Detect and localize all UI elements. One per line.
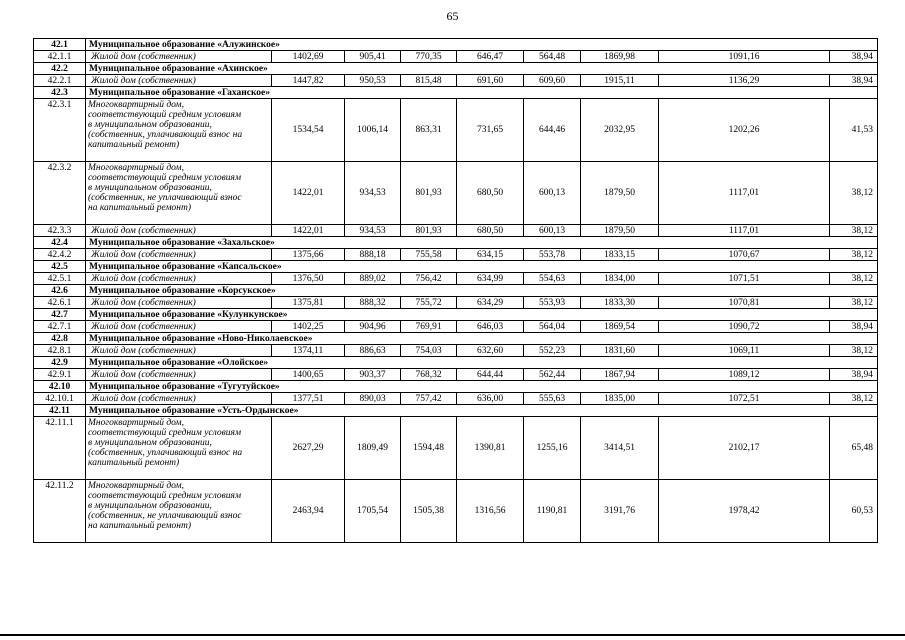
value-cell: 1202,26: [659, 99, 830, 162]
value-cell: 1705,54: [345, 480, 401, 543]
value-cell: 1070,67: [659, 249, 830, 261]
table-row: [34, 99, 878, 162]
row-description: [86, 99, 272, 162]
value-cell: 1833,15: [581, 249, 659, 261]
value-cell: 1809,49: [345, 417, 401, 480]
value-cell: 1316,56: [457, 480, 524, 543]
value-cell: 1069,11: [659, 345, 830, 357]
value-cell: 600,13: [524, 162, 581, 225]
section-code: 42.6: [34, 285, 86, 297]
value-cell: 1834,00: [581, 273, 659, 285]
table-row: [34, 75, 878, 87]
value-cell: 904,96: [345, 321, 401, 333]
row-code: 42.9.1: [34, 369, 86, 381]
value-cell: 1070,81: [659, 297, 830, 309]
description-line: в муниципальном образовании,: [88, 183, 212, 193]
value-cell: 38,12: [830, 393, 878, 405]
section-code: 42.8: [34, 333, 86, 345]
value-cell: 632,60: [457, 345, 524, 357]
section-title: Муниципальное образование «Усть-Ордынское»: [86, 405, 878, 417]
value-cell: 1879,50: [581, 225, 659, 237]
value-cell: 1071,51: [659, 273, 830, 285]
value-cell: 1402,69: [272, 51, 345, 63]
row-description: Жилой дом (собственник): [86, 75, 272, 87]
table-body: [34, 39, 878, 543]
description-line: соответствующий средним условиям: [88, 173, 242, 183]
value-cell: 644,46: [524, 99, 581, 162]
section-title: Муниципальное образование «Капсальское»: [86, 261, 878, 273]
section-row: [34, 381, 878, 393]
value-cell: 2102,17: [659, 417, 830, 480]
section-row: [34, 357, 878, 369]
value-cell: 815,48: [401, 75, 457, 87]
row-description: Жилой дом (собственник): [86, 345, 272, 357]
row-code: 42.3.3: [34, 225, 86, 237]
value-cell: 553,78: [524, 249, 581, 261]
value-cell: 554,63: [524, 273, 581, 285]
row-code: 42.5.1: [34, 273, 86, 285]
value-cell: 1117,01: [659, 162, 830, 225]
row-description: Жилой дом (собственник): [86, 297, 272, 309]
value-cell: 1505,38: [401, 480, 457, 543]
section-title: Муниципальное образование «Алужинское»: [86, 39, 878, 51]
row-code: 42.8.1: [34, 345, 86, 357]
description-line: капитальный ремонт): [88, 458, 180, 468]
value-cell: 890,03: [345, 393, 401, 405]
value-cell: 3414,51: [581, 417, 659, 480]
section-code: 42.2: [34, 63, 86, 75]
section-row: [34, 405, 878, 417]
value-cell: 756,42: [401, 273, 457, 285]
value-cell: 38,12: [830, 345, 878, 357]
value-cell: 768,32: [401, 369, 457, 381]
value-cell: 680,50: [457, 162, 524, 225]
section-title: Муниципальное образование «Ново-Николаевское»: [86, 333, 878, 345]
value-cell: 1190,81: [524, 480, 581, 543]
section-row: [34, 39, 878, 51]
section-code: 42.9: [34, 357, 86, 369]
value-cell: 770,35: [401, 51, 457, 63]
value-cell: 646,47: [457, 51, 524, 63]
value-cell: 564,48: [524, 51, 581, 63]
page-number: 65: [446, 9, 459, 23]
value-cell: 1377,51: [272, 393, 345, 405]
row-code: 42.1.1: [34, 51, 86, 63]
value-cell: 1869,54: [581, 321, 659, 333]
value-cell: 1978,42: [659, 480, 830, 543]
value-cell: 552,23: [524, 345, 581, 357]
description-line: (собственник, не уплачивающий взнос: [88, 511, 242, 521]
value-cell: 888,32: [345, 297, 401, 309]
description-line: Многоквартирный дом,: [88, 481, 184, 491]
value-cell: 38,94: [830, 369, 878, 381]
row-code: 42.11.1: [34, 417, 86, 480]
value-cell: 41,53: [830, 99, 878, 162]
section-row: [34, 237, 878, 249]
row-description: Жилой дом (собственник): [86, 51, 272, 63]
value-cell: 888,18: [345, 249, 401, 261]
row-code: 42.4.2: [34, 249, 86, 261]
value-cell: 769,91: [401, 321, 457, 333]
value-cell: 3191,76: [581, 480, 659, 543]
value-cell: 1390,81: [457, 417, 524, 480]
value-cell: 1402,25: [272, 321, 345, 333]
value-cell: 2463,94: [272, 480, 345, 543]
row-description: Жилой дом (собственник): [86, 273, 272, 285]
value-cell: 757,42: [401, 393, 457, 405]
value-cell: 562,44: [524, 369, 581, 381]
value-cell: 886,63: [345, 345, 401, 357]
value-cell: 38,12: [830, 225, 878, 237]
value-cell: 1090,72: [659, 321, 830, 333]
value-cell: 634,29: [457, 297, 524, 309]
value-cell: 934,53: [345, 225, 401, 237]
table-row: [34, 249, 878, 261]
value-cell: 646,03: [457, 321, 524, 333]
value-cell: 950,53: [345, 75, 401, 87]
value-cell: 1422,01: [272, 162, 345, 225]
table-row: [34, 51, 878, 63]
value-cell: 644,44: [457, 369, 524, 381]
value-cell: 1255,16: [524, 417, 581, 480]
description-line: Многоквартирный дом,: [88, 418, 184, 428]
description-line: соответствующий средним условиям: [88, 428, 242, 438]
value-cell: 1089,12: [659, 369, 830, 381]
row-code: 42.3.1: [34, 99, 86, 162]
value-cell: 1117,01: [659, 225, 830, 237]
value-cell: 691,60: [457, 75, 524, 87]
row-code: 42.6.1: [34, 297, 86, 309]
value-cell: 1594,48: [401, 417, 457, 480]
value-cell: 636,00: [457, 393, 524, 405]
section-title: Муниципальное образование «Олойское»: [86, 357, 878, 369]
value-cell: 634,15: [457, 249, 524, 261]
description-line: в муниципальном образовании,: [88, 501, 212, 511]
value-cell: 905,41: [345, 51, 401, 63]
row-code: 42.10.1: [34, 393, 86, 405]
description-line: Многоквартирный дом,: [88, 163, 184, 173]
row-code: 42.7.1: [34, 321, 86, 333]
section-title: Муниципальное образование «Корсукское»: [86, 285, 878, 297]
value-cell: 1375,81: [272, 297, 345, 309]
section-title: Муниципальное образование «Кулункунское»: [86, 309, 878, 321]
value-cell: 1869,98: [581, 51, 659, 63]
value-cell: 1400,65: [272, 369, 345, 381]
value-cell: 38,94: [830, 75, 878, 87]
value-cell: 38,12: [830, 162, 878, 225]
value-cell: 609,60: [524, 75, 581, 87]
section-title: Муниципальное образование «Ахинское»: [86, 63, 878, 75]
value-cell: 1867,94: [581, 369, 659, 381]
description-line: Многоквартирный дом,: [88, 100, 184, 110]
row-description: [86, 162, 272, 225]
description-line: на капитальный ремонт): [88, 521, 192, 531]
description-line: (собственник, не уплачивающий взнос: [88, 193, 242, 203]
table-row: [34, 321, 878, 333]
value-cell: 1376,50: [272, 273, 345, 285]
value-cell: 600,13: [524, 225, 581, 237]
value-cell: 553,93: [524, 297, 581, 309]
section-title: Муниципальное образование «Захальское»: [86, 237, 878, 249]
value-cell: 38,12: [830, 249, 878, 261]
section-row: [34, 285, 878, 297]
row-code: 42.2.1: [34, 75, 86, 87]
section-row: [34, 261, 878, 273]
value-cell: 1447,82: [272, 75, 345, 87]
section-row: [34, 63, 878, 75]
section-row: [34, 333, 878, 345]
value-cell: 1072,51: [659, 393, 830, 405]
value-cell: 755,72: [401, 297, 457, 309]
section-code: 42.3: [34, 87, 86, 99]
value-cell: 1375,66: [272, 249, 345, 261]
value-cell: 801,93: [401, 225, 457, 237]
table-row: [34, 345, 878, 357]
table-row: [34, 480, 878, 543]
row-description: Жилой дом (собственник): [86, 393, 272, 405]
value-cell: 1091,16: [659, 51, 830, 63]
table-row: [34, 369, 878, 381]
value-cell: 1136,29: [659, 75, 830, 87]
value-cell: 754,03: [401, 345, 457, 357]
section-row: [34, 309, 878, 321]
value-cell: 1833,30: [581, 297, 659, 309]
value-cell: 1835,00: [581, 393, 659, 405]
table-row: [34, 297, 878, 309]
table-row: [34, 393, 878, 405]
value-cell: 564,04: [524, 321, 581, 333]
value-cell: 1879,50: [581, 162, 659, 225]
value-cell: 1422,01: [272, 225, 345, 237]
value-cell: 38,94: [830, 51, 878, 63]
table-row: [34, 225, 878, 237]
description-line: в муниципальном образовании,: [88, 120, 212, 130]
row-code: 42.3.2: [34, 162, 86, 225]
row-description: [86, 480, 272, 543]
description-line: соответствующий средним условиям: [88, 491, 242, 501]
section-code: 42.7: [34, 309, 86, 321]
description-line: (собственник, уплачивающий взнос на: [88, 448, 243, 458]
value-cell: 903,37: [345, 369, 401, 381]
table-row: [34, 162, 878, 225]
value-cell: 60,53: [830, 480, 878, 543]
value-cell: 863,31: [401, 99, 457, 162]
row-description: Жилой дом (собственник): [86, 249, 272, 261]
value-cell: 731,65: [457, 99, 524, 162]
value-cell: 755,58: [401, 249, 457, 261]
section-row: [34, 87, 878, 99]
value-cell: 801,93: [401, 162, 457, 225]
value-cell: 38,94: [830, 321, 878, 333]
value-cell: 1374,11: [272, 345, 345, 357]
table-row: [34, 417, 878, 480]
row-description: Жилой дом (собственник): [86, 321, 272, 333]
section-code: 42.1: [34, 39, 86, 51]
scan-edge: [0, 634, 905, 636]
description-line: капитальный ремонт): [88, 140, 180, 150]
value-cell: 65,48: [830, 417, 878, 480]
row-description: Жилой дом (собственник): [86, 225, 272, 237]
value-cell: 38,12: [830, 297, 878, 309]
description-line: на капитальный ремонт): [88, 203, 192, 213]
section-code: 42.10: [34, 381, 86, 393]
section-code: 42.5: [34, 261, 86, 273]
section-code: 42.4: [34, 237, 86, 249]
row-code: 42.11.2: [34, 480, 86, 543]
value-cell: 2032,95: [581, 99, 659, 162]
description-line: соответствующий средним условиям: [88, 110, 242, 120]
value-cell: 1915,11: [581, 75, 659, 87]
value-cell: 889,02: [345, 273, 401, 285]
row-description: Жилой дом (собственник): [86, 369, 272, 381]
value-cell: 1534,54: [272, 99, 345, 162]
table-row: [34, 273, 878, 285]
section-code: 42.11: [34, 405, 86, 417]
value-cell: 680,50: [457, 225, 524, 237]
value-cell: 1006,14: [345, 99, 401, 162]
section-title: Муниципальное образование «Тугутуйское»: [86, 381, 878, 393]
value-cell: 1831,60: [581, 345, 659, 357]
value-cell: 38,12: [830, 273, 878, 285]
tariff-table: [33, 38, 878, 543]
value-cell: 634,99: [457, 273, 524, 285]
value-cell: 2627,29: [272, 417, 345, 480]
value-cell: 934,53: [345, 162, 401, 225]
row-description: [86, 417, 272, 480]
section-title: Муниципальное образование «Гаханское»: [86, 87, 878, 99]
value-cell: 555,63: [524, 393, 581, 405]
description-line: в муниципальном образовании,: [88, 438, 212, 448]
description-line: (собственник, уплачивающий взнос на: [88, 130, 243, 140]
